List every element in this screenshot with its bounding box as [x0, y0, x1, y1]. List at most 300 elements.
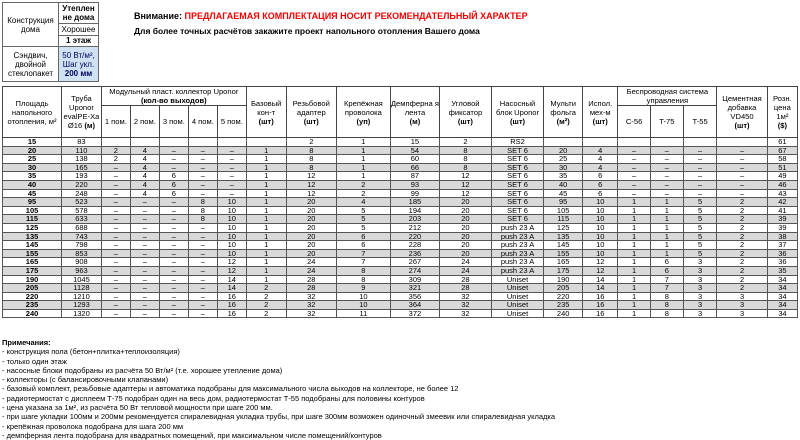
kit-table	[2, 86, 798, 318]
table-cell: –	[130, 198, 159, 207]
table-cell: 3	[683, 292, 716, 301]
table-cell: 4	[130, 172, 159, 181]
table-cell: 5	[337, 206, 391, 215]
table-cell: –	[130, 258, 159, 267]
table-cell: 1	[650, 198, 683, 207]
table-row	[3, 284, 798, 293]
table-cell: 688	[62, 223, 102, 232]
table-cell: 1	[618, 232, 650, 241]
table-cell	[650, 138, 683, 147]
table-cell: –	[101, 223, 130, 232]
table-cell: SET 6	[491, 215, 544, 224]
table-cell: 8	[337, 275, 391, 284]
construction-label: Конструкция дома	[3, 3, 59, 47]
table-cell: 28	[286, 275, 336, 284]
table-cell: 220	[544, 292, 583, 301]
table-cell: 8	[650, 309, 683, 318]
area-cell: 155	[3, 249, 62, 258]
table-cell: –	[159, 146, 188, 155]
table-cell: –	[188, 275, 217, 284]
table-cell: 12	[286, 189, 336, 198]
table-cell: push 23 A	[491, 266, 544, 275]
table-cell: 32	[286, 292, 336, 301]
table-cell: –	[188, 189, 217, 198]
table-cell: 35	[544, 172, 583, 181]
table-cell: 1	[650, 241, 683, 250]
header-threaded: Резьбовой адаптер (шт)	[286, 87, 336, 138]
table-cell: 743	[62, 232, 102, 241]
table-cell: 2	[101, 155, 130, 164]
table-row	[3, 258, 798, 267]
table-cell: 34	[767, 275, 797, 284]
table-cell: 34	[767, 284, 797, 293]
table-cell: 20	[440, 232, 492, 241]
table-cell: 24	[286, 258, 336, 267]
power-line1: 50 Вт/м²,	[62, 50, 95, 60]
table-cell: –	[101, 189, 130, 198]
table-cell: 2	[717, 241, 767, 250]
area-cell: 25	[3, 155, 62, 164]
table-cell: 1	[246, 215, 286, 224]
table-cell: 32	[440, 309, 492, 318]
table-cell: 165	[544, 258, 583, 267]
table-cell: 1	[618, 223, 650, 232]
table-cell: 2	[717, 266, 767, 275]
table-cell	[618, 138, 650, 147]
table-cell: 8	[440, 146, 492, 155]
table-cell: 41	[767, 206, 797, 215]
table-cell: –	[159, 215, 188, 224]
table-cell: 125	[544, 223, 583, 232]
table-cell: 37	[767, 241, 797, 250]
area-cell: 220	[3, 292, 62, 301]
table-row	[3, 232, 798, 241]
table-cell: 1	[618, 284, 650, 293]
table-cell: –	[683, 172, 716, 181]
table-cell: –	[188, 232, 217, 241]
table-cell: 3	[683, 301, 716, 310]
table-cell: –	[159, 249, 188, 258]
table-cell: SET 6	[491, 206, 544, 215]
house-info-box	[2, 2, 99, 82]
table-cell: 1320	[62, 309, 102, 318]
table-cell: 12	[440, 180, 492, 189]
table-cell: 4	[130, 163, 159, 172]
table-cell: 2	[337, 180, 391, 189]
header-mats: Испол. мех-м (шт)	[583, 87, 618, 138]
table-cell: 2	[717, 198, 767, 207]
header-price: Розн. цена 1м² ($)	[767, 87, 797, 138]
table-cell: 8	[337, 266, 391, 275]
table-cell: 2	[286, 138, 336, 147]
table-cell: –	[188, 292, 217, 301]
table-cell: –	[159, 155, 188, 164]
table-cell: 8	[188, 215, 217, 224]
table-cell: 3	[717, 292, 767, 301]
table-cell: 54	[390, 146, 439, 155]
area-cell: 125	[3, 223, 62, 232]
table-cell: –	[159, 292, 188, 301]
table-cell: 46	[767, 180, 797, 189]
table-cell: push 23 A	[491, 232, 544, 241]
header-wireless: Беспроводная система управления	[618, 87, 717, 106]
table-cell: –	[101, 284, 130, 293]
table-cell: –	[650, 146, 683, 155]
table-cell: 1	[650, 206, 683, 215]
table-cell: 11	[337, 309, 391, 318]
table-cell: 2	[440, 138, 492, 147]
table-cell: 6	[159, 172, 188, 181]
table-cell: 356	[390, 292, 439, 301]
table-cell: 12	[286, 180, 336, 189]
table-cell: –	[101, 206, 130, 215]
table-cell: 175	[544, 266, 583, 275]
table-cell: 8	[188, 198, 217, 207]
table-cell: 3	[683, 309, 716, 318]
table-cell	[101, 138, 130, 147]
table-cell: 36	[767, 258, 797, 267]
power-line2: Шаг укл.	[62, 59, 95, 69]
table-cell	[217, 138, 246, 147]
table-cell: 1	[246, 266, 286, 275]
table-cell: –	[188, 284, 217, 293]
table-cell: –	[101, 172, 130, 181]
table-cell: 1	[246, 232, 286, 241]
table-row	[3, 180, 798, 189]
table-cell: 4	[130, 180, 159, 189]
table-cell: –	[188, 155, 217, 164]
area-cell: 20	[3, 146, 62, 155]
table-cell: –	[650, 155, 683, 164]
table-cell: –	[618, 146, 650, 155]
table-row	[3, 292, 798, 301]
table-cell: 165	[62, 163, 102, 172]
table-cell: 193	[62, 172, 102, 181]
table-cell: 1	[618, 241, 650, 250]
table-cell: 6	[650, 266, 683, 275]
table-cell: 248	[62, 189, 102, 198]
power-box	[58, 47, 98, 82]
notes	[2, 338, 555, 440]
table-cell: 1	[246, 180, 286, 189]
table-cell: –	[188, 172, 217, 181]
table-cell: 14	[217, 275, 246, 284]
table-row	[3, 206, 798, 215]
area-cell: 115	[3, 215, 62, 224]
table-cell	[188, 138, 217, 147]
table-cell: 6	[650, 258, 683, 267]
table-cell: 49	[767, 172, 797, 181]
table-cell: 2	[717, 215, 767, 224]
table-cell: –	[188, 266, 217, 275]
warning-message: ПРЕДЛАГАЕМАЯ КОМПЛЕКТАЦИЯ НОСИТ РЕКОМЕНДАТЕЛЬНЫЙ ХАРАКТЕР	[184, 11, 528, 21]
table-cell: 30	[544, 163, 583, 172]
table-cell: –	[618, 163, 650, 172]
table-cell: 236	[390, 249, 439, 258]
table-cell: 20	[440, 215, 492, 224]
header-base: Базовый кон-т (шт)	[246, 87, 286, 138]
table-cell: 7	[650, 284, 683, 293]
table-cell: 1	[246, 249, 286, 258]
table-cell: 1	[650, 223, 683, 232]
table-cell: 8	[286, 163, 336, 172]
table-cell: 2	[717, 206, 767, 215]
table-cell: 2	[717, 249, 767, 258]
table-cell: –	[159, 241, 188, 250]
table-cell: 12	[583, 258, 618, 267]
table-cell: 25	[544, 155, 583, 164]
table-cell: 5	[683, 223, 716, 232]
table-cell: 1	[618, 258, 650, 267]
table-cell: –	[188, 301, 217, 310]
table-cell: 28	[286, 284, 336, 293]
table-cell: –	[130, 249, 159, 258]
table-cell: –	[101, 232, 130, 241]
table-cell: 3	[717, 301, 767, 310]
table-cell: 28	[440, 284, 492, 293]
table-cell: 2	[246, 284, 286, 293]
note-item: - конструкция пола (бетон+плитка+теплоизоляция)	[2, 347, 180, 357]
table-row	[3, 138, 798, 147]
header-pump: Насосный блок Uponor (шт)	[491, 87, 544, 138]
table-cell: 1	[246, 206, 286, 215]
table-cell: 6	[337, 241, 391, 250]
table-cell: 1045	[62, 275, 102, 284]
table-cell: –	[717, 172, 767, 181]
table-cell: 240	[544, 309, 583, 318]
table-cell: 34	[767, 292, 797, 301]
table-cell: 10	[583, 241, 618, 250]
table-cell: 1	[650, 232, 683, 241]
table-cell: 1	[618, 198, 650, 207]
table-cell: RS2	[491, 138, 544, 147]
table-cell: 523	[62, 198, 102, 207]
notes-title: Примечания:	[2, 338, 51, 347]
table-cell: 1	[246, 223, 286, 232]
table-row	[3, 249, 798, 258]
table-cell: –	[217, 146, 246, 155]
table-cell: 4	[337, 198, 391, 207]
table-cell: 1	[618, 292, 650, 301]
table-cell: –	[159, 309, 188, 318]
table-cell: 20	[440, 223, 492, 232]
table-cell: 1	[337, 163, 391, 172]
table-cell	[246, 138, 286, 147]
header-wire: Крепёжная проволока (уп)	[337, 87, 391, 138]
table-cell: 20	[286, 198, 336, 207]
table-cell: 10	[217, 223, 246, 232]
table-cell: 212	[390, 223, 439, 232]
table-cell: 12	[440, 189, 492, 198]
table-cell: 274	[390, 266, 439, 275]
table-cell: push 23 A	[491, 258, 544, 267]
table-cell: 190	[544, 275, 583, 284]
power-line3: 200 мм	[64, 68, 93, 78]
table-cell: 10	[217, 249, 246, 258]
table-cell: 1	[337, 146, 391, 155]
table-cell: –	[683, 163, 716, 172]
table-cell: push 23 A	[491, 241, 544, 250]
notes-list	[2, 347, 555, 440]
table-cell: 8	[440, 155, 492, 164]
insulation-value: Хорошее	[58, 24, 98, 35]
table-cell: 372	[390, 309, 439, 318]
table-cell: 20	[440, 249, 492, 258]
table-cell: 8	[286, 146, 336, 155]
table-cell: –	[130, 241, 159, 250]
header-out-2: 2 пом.	[130, 106, 159, 138]
area-cell: 165	[3, 258, 62, 267]
table-row	[3, 301, 798, 310]
table-cell: SET 6	[491, 172, 544, 181]
table-cell: –	[101, 198, 130, 207]
table-cell: 12	[286, 172, 336, 181]
table-cell: 3	[717, 309, 767, 318]
table-cell: 16	[583, 309, 618, 318]
table-cell: 1	[246, 155, 286, 164]
table-cell: –	[683, 155, 716, 164]
table-row	[3, 189, 798, 198]
table-cell: 95	[544, 198, 583, 207]
area-cell: 145	[3, 241, 62, 250]
table-cell: 39	[767, 215, 797, 224]
table-cell: 24	[440, 266, 492, 275]
table-cell: 16	[217, 309, 246, 318]
table-cell: –	[101, 241, 130, 250]
table-cell: 1	[246, 189, 286, 198]
table-cell: 1	[246, 163, 286, 172]
floors-value: 1 этаж	[58, 35, 98, 46]
table-cell: 20	[544, 146, 583, 155]
table-cell: 4	[583, 146, 618, 155]
table-cell: –	[101, 266, 130, 275]
table-cell: 2	[717, 232, 767, 241]
table-cell: 10	[337, 292, 391, 301]
table-cell: 8	[188, 206, 217, 215]
header-area: Площадь напольного отопления, м²	[3, 87, 62, 138]
table-cell: 5	[337, 223, 391, 232]
table-cell: 6	[337, 232, 391, 241]
table-cell: 235	[544, 301, 583, 310]
table-cell: 10	[583, 232, 618, 241]
table-cell: –	[159, 163, 188, 172]
header-damper: Демпферна я лента (м)	[390, 87, 439, 138]
table-cell: 1	[618, 249, 650, 258]
table-cell: 10	[217, 206, 246, 215]
table-cell: 6	[583, 189, 618, 198]
area-cell: 45	[3, 189, 62, 198]
note-item: - насосные блоки подобраны из расчёта 50 Вт/м² (т.е. хорошее утепление дома)	[2, 365, 283, 375]
table-cell: 99	[390, 189, 439, 198]
table-row	[3, 163, 798, 172]
header-foil: Мульти фольга (м²)	[544, 87, 583, 138]
table-cell: 7	[337, 249, 391, 258]
table-cell: –	[159, 198, 188, 207]
table-cell: 5	[683, 198, 716, 207]
table-cell: 10	[583, 249, 618, 258]
table-cell: 2	[717, 258, 767, 267]
note-item: - демпферная лента подобрана для квадратных помещений, при максимальном числе помещений/контуров	[2, 430, 382, 440]
table-cell: –	[717, 146, 767, 155]
table-cell: 6	[583, 172, 618, 181]
table-cell: –	[217, 172, 246, 181]
header-out-4: 4 пом.	[188, 106, 217, 138]
table-cell: 5	[683, 241, 716, 250]
table-cell: 1	[618, 301, 650, 310]
area-cell: 235	[3, 301, 62, 310]
table-row	[3, 146, 798, 155]
table-cell: 45	[544, 189, 583, 198]
table-cell: 1128	[62, 284, 102, 293]
note-item: - радиотермостат с дисплеем Т-75 подобран один на весь дом, радиотермостат Т-55 подобраны для половины контуров	[2, 393, 425, 403]
table-cell: 633	[62, 215, 102, 224]
table-cell: 36	[767, 249, 797, 258]
table-cell: –	[130, 301, 159, 310]
table-cell: –	[130, 275, 159, 284]
table-cell: –	[159, 266, 188, 275]
table-cell: 1	[337, 138, 391, 147]
table-cell: 16	[583, 301, 618, 310]
table-cell: –	[650, 180, 683, 189]
table-cell: 12	[583, 266, 618, 275]
table-row	[3, 215, 798, 224]
table-cell: 205	[544, 284, 583, 293]
table-cell: 38	[767, 232, 797, 241]
table-cell: 4	[130, 189, 159, 198]
table-cell: 20	[440, 206, 492, 215]
table-cell: 60	[390, 155, 439, 164]
table-cell: –	[188, 223, 217, 232]
note-item: - при шаге укладки 100мм и 200мм рекомендуется спиралевидная укладка трубы, при шаге 300мм возможен одиночный змеевик или спиралевидная укладка	[2, 412, 556, 422]
table-cell: –	[101, 292, 130, 301]
note-item: - только один этаж	[2, 356, 67, 366]
table-cell: –	[159, 232, 188, 241]
table-cell: 2	[337, 189, 391, 198]
table-cell: –	[101, 258, 130, 267]
table-cell: 145	[544, 241, 583, 250]
table-cell: 32	[286, 301, 336, 310]
table-cell: 14	[217, 284, 246, 293]
table-cell: 12	[440, 172, 492, 181]
table-cell: 4	[130, 155, 159, 164]
header-manifold: Модульный пласт. коллектор Uponor (кол-во выходов)	[101, 87, 246, 106]
table-cell: 4	[583, 155, 618, 164]
table-cell: 32	[440, 292, 492, 301]
table-cell: –	[188, 180, 217, 189]
table-cell: 39	[767, 223, 797, 232]
table-cell: 1	[618, 275, 650, 284]
table-cell: 1	[650, 215, 683, 224]
table-cell: 87	[390, 172, 439, 181]
table-cell	[159, 138, 188, 147]
table-cell: –	[217, 163, 246, 172]
table-cell: 8	[286, 155, 336, 164]
table-cell: 10	[217, 215, 246, 224]
house-type: Сэндвич, двойной стеклопакет	[3, 47, 59, 82]
table-cell: –	[101, 215, 130, 224]
table-cell: 135	[544, 232, 583, 241]
header-out-3: 3 пом.	[159, 106, 188, 138]
table-cell: 1	[246, 258, 286, 267]
table-cell: 908	[62, 258, 102, 267]
table-cell: 220	[62, 180, 102, 189]
header-pipe: Труба Uponor evalPE-Xa Ø16 (м)	[62, 87, 102, 138]
table-cell: –	[188, 241, 217, 250]
table-cell: 20	[440, 241, 492, 250]
table-cell: –	[130, 215, 159, 224]
table-cell: SET 6	[491, 155, 544, 164]
area-cell: 190	[3, 275, 62, 284]
